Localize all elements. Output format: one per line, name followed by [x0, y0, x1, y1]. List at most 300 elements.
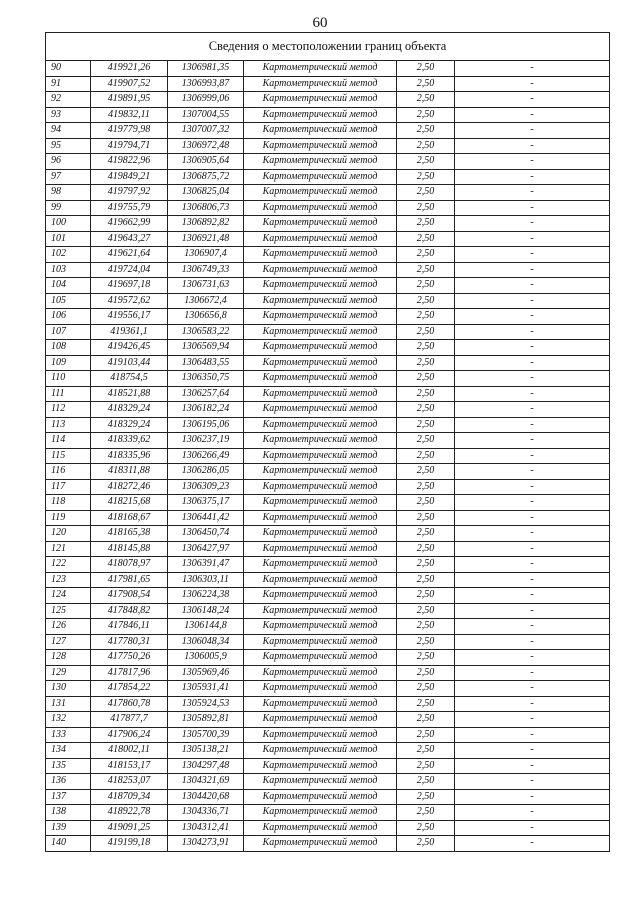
point-number-cell: 114	[46, 433, 91, 449]
accuracy-cell: 2,50	[397, 107, 455, 123]
coord-y-cell: 1306427,97	[168, 541, 244, 557]
accuracy-cell: 2,50	[397, 526, 455, 542]
method-cell: Картометрический метод	[244, 185, 397, 201]
table-row	[46, 805, 610, 821]
accuracy-cell: 2,50	[397, 448, 455, 464]
point-number-cell: 112	[46, 402, 91, 418]
table-row	[46, 417, 610, 433]
coord-x-cell: 419199,18	[91, 836, 168, 852]
description-cell: -	[455, 495, 610, 511]
point-number-cell: 137	[46, 789, 91, 805]
table-row	[46, 154, 610, 170]
table-row	[46, 557, 610, 573]
coord-y-cell: 1304312,41	[168, 820, 244, 836]
point-number-cell: 120	[46, 526, 91, 542]
point-number-cell: 92	[46, 92, 91, 108]
table-row	[46, 355, 610, 371]
point-number-cell: 125	[46, 603, 91, 619]
coord-y-cell: 1306892,82	[168, 216, 244, 232]
coord-x-cell: 418329,24	[91, 402, 168, 418]
point-number-cell: 103	[46, 262, 91, 278]
method-cell: Картометрический метод	[244, 820, 397, 836]
table-row	[46, 572, 610, 588]
coord-x-cell: 418153,17	[91, 758, 168, 774]
method-cell: Картометрический метод	[244, 727, 397, 743]
method-cell: Картометрический метод	[244, 588, 397, 604]
coord-x-cell: 418709,34	[91, 789, 168, 805]
point-number-cell: 140	[46, 836, 91, 852]
method-cell: Картометрический метод	[244, 650, 397, 666]
description-cell: -	[455, 185, 610, 201]
method-cell: Картометрический метод	[244, 619, 397, 635]
coord-x-cell: 418335,96	[91, 448, 168, 464]
coord-y-cell: 1306309,23	[168, 479, 244, 495]
coord-y-cell: 1306144,8	[168, 619, 244, 635]
table-row	[46, 231, 610, 247]
accuracy-cell: 2,50	[397, 355, 455, 371]
coord-y-cell: 1306286,05	[168, 464, 244, 480]
accuracy-cell: 2,50	[397, 541, 455, 557]
coord-x-cell: 419797,92	[91, 185, 168, 201]
point-number-cell: 90	[46, 61, 91, 77]
coord-x-cell: 419556,17	[91, 309, 168, 325]
coord-x-cell: 417848,82	[91, 603, 168, 619]
table-row	[46, 774, 610, 790]
description-cell: -	[455, 696, 610, 712]
point-number-cell: 116	[46, 464, 91, 480]
table-row	[46, 386, 610, 402]
description-cell: -	[455, 665, 610, 681]
point-number-cell: 98	[46, 185, 91, 201]
method-cell: Картометрический метод	[244, 247, 397, 263]
method-cell: Картометрический метод	[244, 789, 397, 805]
coord-y-cell: 1305969,46	[168, 665, 244, 681]
coord-x-cell: 417846,11	[91, 619, 168, 635]
table-row	[46, 247, 610, 263]
method-cell: Картометрический метод	[244, 169, 397, 185]
accuracy-cell: 2,50	[397, 789, 455, 805]
description-cell: -	[455, 541, 610, 557]
table-row	[46, 61, 610, 77]
description-cell: -	[455, 324, 610, 340]
point-number-cell: 107	[46, 324, 91, 340]
description-cell: -	[455, 774, 610, 790]
method-cell: Картометрический метод	[244, 340, 397, 356]
coord-y-cell: 1306303,11	[168, 572, 244, 588]
point-number-cell: 118	[46, 495, 91, 511]
coord-y-cell: 1304336,71	[168, 805, 244, 821]
coord-x-cell: 419794,71	[91, 138, 168, 154]
coord-y-cell: 1305700,39	[168, 727, 244, 743]
coord-y-cell: 1307007,32	[168, 123, 244, 139]
method-cell: Картометрический метод	[244, 61, 397, 77]
point-number-cell: 109	[46, 355, 91, 371]
accuracy-cell: 2,50	[397, 324, 455, 340]
point-number-cell: 110	[46, 371, 91, 387]
method-cell: Картометрический метод	[244, 603, 397, 619]
method-cell: Картометрический метод	[244, 386, 397, 402]
accuracy-cell: 2,50	[397, 479, 455, 495]
coord-x-cell: 419091,25	[91, 820, 168, 836]
accuracy-cell: 2,50	[397, 743, 455, 759]
coord-x-cell: 418168,67	[91, 510, 168, 526]
accuracy-cell: 2,50	[397, 433, 455, 449]
point-number-cell: 93	[46, 107, 91, 123]
coord-x-cell: 417750,26	[91, 650, 168, 666]
description-cell: -	[455, 526, 610, 542]
table-row	[46, 758, 610, 774]
coord-x-cell: 418145,88	[91, 541, 168, 557]
coord-y-cell: 1305138,21	[168, 743, 244, 759]
accuracy-cell: 2,50	[397, 340, 455, 356]
method-cell: Картометрический метод	[244, 231, 397, 247]
coord-x-cell: 418002,11	[91, 743, 168, 759]
coord-y-cell: 1306921,48	[168, 231, 244, 247]
method-cell: Картометрический метод	[244, 76, 397, 92]
coord-x-cell: 418329,24	[91, 417, 168, 433]
accuracy-cell: 2,50	[397, 138, 455, 154]
accuracy-cell: 2,50	[397, 92, 455, 108]
method-cell: Картометрический метод	[244, 123, 397, 139]
description-cell: -	[455, 123, 610, 139]
method-cell: Картометрический метод	[244, 154, 397, 170]
description-cell: -	[455, 681, 610, 697]
description-cell: -	[455, 510, 610, 526]
table-row	[46, 200, 610, 216]
description-cell: -	[455, 386, 610, 402]
description-cell: -	[455, 154, 610, 170]
point-number-cell: 97	[46, 169, 91, 185]
method-cell: Картометрический метод	[244, 371, 397, 387]
table-row	[46, 681, 610, 697]
table-row	[46, 665, 610, 681]
description-cell: -	[455, 805, 610, 821]
description-cell: -	[455, 836, 610, 852]
accuracy-cell: 2,50	[397, 805, 455, 821]
accuracy-cell: 2,50	[397, 278, 455, 294]
coord-x-cell: 419643,27	[91, 231, 168, 247]
coord-y-cell: 1306195,06	[168, 417, 244, 433]
point-number-cell: 126	[46, 619, 91, 635]
method-cell: Картометрический метод	[244, 479, 397, 495]
accuracy-cell: 2,50	[397, 61, 455, 77]
coord-x-cell: 419832,11	[91, 107, 168, 123]
table-row	[46, 464, 610, 480]
description-cell: -	[455, 448, 610, 464]
description-cell: -	[455, 557, 610, 573]
coord-x-cell: 419849,21	[91, 169, 168, 185]
coord-y-cell: 1306656,8	[168, 309, 244, 325]
coord-x-cell: 419822,96	[91, 154, 168, 170]
point-number-cell: 106	[46, 309, 91, 325]
description-cell: -	[455, 107, 610, 123]
description-cell: -	[455, 479, 610, 495]
coord-y-cell: 1306441,42	[168, 510, 244, 526]
coord-x-cell: 417860,78	[91, 696, 168, 712]
coord-y-cell: 1305931,41	[168, 681, 244, 697]
table-row	[46, 278, 610, 294]
accuracy-cell: 2,50	[397, 665, 455, 681]
method-cell: Картометрический метод	[244, 572, 397, 588]
accuracy-cell: 2,50	[397, 402, 455, 418]
point-number-cell: 134	[46, 743, 91, 759]
table-row	[46, 588, 610, 604]
table-row	[46, 541, 610, 557]
coord-x-cell: 419779,98	[91, 123, 168, 139]
table-row	[46, 309, 610, 325]
coord-x-cell: 417817,96	[91, 665, 168, 681]
table-row	[46, 820, 610, 836]
coord-y-cell: 1304297,48	[168, 758, 244, 774]
coord-x-cell: 418521,88	[91, 386, 168, 402]
description-cell: -	[455, 712, 610, 728]
method-cell: Картометрический метод	[244, 557, 397, 573]
table-row	[46, 185, 610, 201]
coord-y-cell: 1306981,35	[168, 61, 244, 77]
method-cell: Картометрический метод	[244, 448, 397, 464]
accuracy-cell: 2,50	[397, 696, 455, 712]
table-row	[46, 495, 610, 511]
coord-x-cell: 419361,1	[91, 324, 168, 340]
point-number-cell: 100	[46, 216, 91, 232]
method-cell: Картометрический метод	[244, 402, 397, 418]
coord-y-cell: 1306182,24	[168, 402, 244, 418]
coord-y-cell: 1306569,94	[168, 340, 244, 356]
coord-y-cell: 1305892,81	[168, 712, 244, 728]
point-number-cell: 136	[46, 774, 91, 790]
table-row	[46, 650, 610, 666]
method-cell: Картометрический метод	[244, 200, 397, 216]
accuracy-cell: 2,50	[397, 588, 455, 604]
description-cell: -	[455, 650, 610, 666]
point-number-cell: 130	[46, 681, 91, 697]
point-number-cell: 138	[46, 805, 91, 821]
accuracy-cell: 2,50	[397, 774, 455, 790]
accuracy-cell: 2,50	[397, 123, 455, 139]
method-cell: Картометрический метод	[244, 417, 397, 433]
coord-x-cell: 419907,52	[91, 76, 168, 92]
coord-x-cell: 417877,7	[91, 712, 168, 728]
table-row	[46, 138, 610, 154]
description-cell: -	[455, 588, 610, 604]
coord-y-cell: 1306825,04	[168, 185, 244, 201]
table-row	[46, 712, 610, 728]
accuracy-cell: 2,50	[397, 309, 455, 325]
coord-y-cell: 1306806,73	[168, 200, 244, 216]
point-number-cell: 117	[46, 479, 91, 495]
point-number-cell: 135	[46, 758, 91, 774]
description-cell: -	[455, 603, 610, 619]
coord-x-cell: 418339,62	[91, 433, 168, 449]
accuracy-cell: 2,50	[397, 681, 455, 697]
point-number-cell: 108	[46, 340, 91, 356]
accuracy-cell: 2,50	[397, 262, 455, 278]
coord-y-cell: 1306875,72	[168, 169, 244, 185]
accuracy-cell: 2,50	[397, 650, 455, 666]
point-number-cell: 128	[46, 650, 91, 666]
description-cell: -	[455, 402, 610, 418]
coord-y-cell: 1306905,64	[168, 154, 244, 170]
coord-x-cell: 419572,62	[91, 293, 168, 309]
method-cell: Картометрический метод	[244, 92, 397, 108]
description-cell: -	[455, 727, 610, 743]
point-number-cell: 104	[46, 278, 91, 294]
coord-y-cell: 1306005,9	[168, 650, 244, 666]
method-cell: Картометрический метод	[244, 433, 397, 449]
accuracy-cell: 2,50	[397, 557, 455, 573]
description-cell: -	[455, 464, 610, 480]
coord-y-cell: 1306237,19	[168, 433, 244, 449]
point-number-cell: 102	[46, 247, 91, 263]
method-cell: Картометрический метод	[244, 324, 397, 340]
description-cell: -	[455, 634, 610, 650]
table-row	[46, 743, 610, 759]
description-cell: -	[455, 433, 610, 449]
coord-x-cell: 418253,07	[91, 774, 168, 790]
accuracy-cell: 2,50	[397, 417, 455, 433]
coord-y-cell: 1306999,06	[168, 92, 244, 108]
description-cell: -	[455, 278, 610, 294]
table-row	[46, 727, 610, 743]
description-cell: -	[455, 76, 610, 92]
point-number-cell: 105	[46, 293, 91, 309]
coord-y-cell: 1306375,17	[168, 495, 244, 511]
description-cell: -	[455, 743, 610, 759]
table-row	[46, 448, 610, 464]
point-number-cell: 129	[46, 665, 91, 681]
coord-y-cell: 1304273,91	[168, 836, 244, 852]
page-number: 60	[312, 15, 328, 31]
description-cell: -	[455, 340, 610, 356]
coord-x-cell: 419697,18	[91, 278, 168, 294]
accuracy-cell: 2,50	[397, 293, 455, 309]
method-cell: Картометрический метод	[244, 696, 397, 712]
description-cell: -	[455, 293, 610, 309]
coord-y-cell: 1306257,64	[168, 386, 244, 402]
method-cell: Картометрический метод	[244, 541, 397, 557]
description-cell: -	[455, 262, 610, 278]
method-cell: Картометрический метод	[244, 278, 397, 294]
accuracy-cell: 2,50	[397, 371, 455, 387]
coord-y-cell: 1306048,34	[168, 634, 244, 650]
description-cell: -	[455, 169, 610, 185]
coord-x-cell: 417854,22	[91, 681, 168, 697]
table-row	[46, 340, 610, 356]
table-row	[46, 634, 610, 650]
point-number-cell: 133	[46, 727, 91, 743]
accuracy-cell: 2,50	[397, 820, 455, 836]
point-number-cell: 139	[46, 820, 91, 836]
accuracy-cell: 2,50	[397, 386, 455, 402]
boundary-table	[45, 32, 610, 852]
accuracy-cell: 2,50	[397, 76, 455, 92]
description-cell: -	[455, 216, 610, 232]
accuracy-cell: 2,50	[397, 603, 455, 619]
coord-x-cell: 419426,45	[91, 340, 168, 356]
table-row	[46, 433, 610, 449]
coord-x-cell: 417906,24	[91, 727, 168, 743]
description-cell: -	[455, 789, 610, 805]
method-cell: Картометрический метод	[244, 836, 397, 852]
coord-y-cell: 1307004,55	[168, 107, 244, 123]
description-cell: -	[455, 231, 610, 247]
method-cell: Картометрический метод	[244, 665, 397, 681]
method-cell: Картометрический метод	[244, 309, 397, 325]
point-number-cell: 122	[46, 557, 91, 573]
table-row	[46, 92, 610, 108]
coord-x-cell: 417981,65	[91, 572, 168, 588]
table-row	[46, 696, 610, 712]
method-cell: Картометрический метод	[244, 526, 397, 542]
coord-x-cell: 417780,31	[91, 634, 168, 650]
coord-x-cell: 419621,64	[91, 247, 168, 263]
coord-y-cell: 1306583,22	[168, 324, 244, 340]
method-cell: Картометрический метод	[244, 681, 397, 697]
accuracy-cell: 2,50	[397, 495, 455, 511]
description-cell: -	[455, 61, 610, 77]
point-number-cell: 124	[46, 588, 91, 604]
coord-y-cell: 1306224,38	[168, 588, 244, 604]
accuracy-cell: 2,50	[397, 185, 455, 201]
description-cell: -	[455, 200, 610, 216]
coord-x-cell: 419755,79	[91, 200, 168, 216]
accuracy-cell: 2,50	[397, 200, 455, 216]
table-row	[46, 169, 610, 185]
table-row	[46, 107, 610, 123]
point-number-cell: 121	[46, 541, 91, 557]
coord-x-cell: 418272,46	[91, 479, 168, 495]
accuracy-cell: 2,50	[397, 836, 455, 852]
point-number-cell: 91	[46, 76, 91, 92]
coord-y-cell: 1306483,55	[168, 355, 244, 371]
method-cell: Картометрический метод	[244, 634, 397, 650]
coord-y-cell: 1306749,33	[168, 262, 244, 278]
point-number-cell: 94	[46, 123, 91, 139]
accuracy-cell: 2,50	[397, 634, 455, 650]
method-cell: Картометрический метод	[244, 293, 397, 309]
method-cell: Картометрический метод	[244, 743, 397, 759]
table-row	[46, 293, 610, 309]
description-cell: -	[455, 309, 610, 325]
point-number-cell: 111	[46, 386, 91, 402]
table-row	[46, 526, 610, 542]
coord-y-cell: 1304321,69	[168, 774, 244, 790]
method-cell: Картометрический метод	[244, 774, 397, 790]
point-number-cell: 127	[46, 634, 91, 650]
coord-x-cell: 419103,44	[91, 355, 168, 371]
point-number-cell: 101	[46, 231, 91, 247]
description-cell: -	[455, 371, 610, 387]
description-cell: -	[455, 92, 610, 108]
coord-y-cell: 1306993,87	[168, 76, 244, 92]
description-cell: -	[455, 247, 610, 263]
table-row	[46, 619, 610, 635]
point-number-cell: 113	[46, 417, 91, 433]
table-row	[46, 262, 610, 278]
coord-x-cell: 417908,54	[91, 588, 168, 604]
method-cell: Картометрический метод	[244, 138, 397, 154]
coord-x-cell: 418165,38	[91, 526, 168, 542]
coord-x-cell: 418922,78	[91, 805, 168, 821]
accuracy-cell: 2,50	[397, 727, 455, 743]
coord-y-cell: 1305924,53	[168, 696, 244, 712]
table-row	[46, 324, 610, 340]
coord-x-cell: 419662,99	[91, 216, 168, 232]
description-cell: -	[455, 355, 610, 371]
coord-x-cell: 419891,95	[91, 92, 168, 108]
method-cell: Картометрический метод	[244, 712, 397, 728]
table-row	[46, 789, 610, 805]
